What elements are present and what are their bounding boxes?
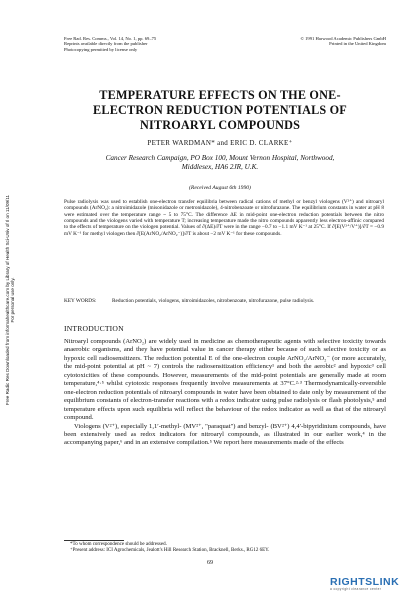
author-list: PETER WARDMAN* and ERIC D. CLARKE⁺ [147, 139, 293, 147]
rightslink-logo [330, 577, 402, 591]
download-watermark [5, 195, 15, 405]
copyright-notice [246, 36, 386, 47]
photocopy-note: Photocopying permitted by license only [64, 46, 138, 52]
download-watermark-line1: Free Radic Res Downloaded from informahealthcare.com by Library of Health Sci-Univ of Il on 11/09/11 [5, 194, 10, 406]
rightslink-wordmark [330, 577, 402, 587]
introduction-paragraph-2: Viologens (V²⁺), especially 1,1′-methyl- (MV²⁺, "paraquat") and benzyl- (BV²⁺) 4,4′-bipyridinium compounds, have been extensively used as redox indicators for nitroaryl compounds, as illustrated in our earlier work,⁴ in the accompanying paper,⁶ and in an extensive compilation.⁵ We report here measurements made of the effects [64, 422, 386, 447]
rightslink-wordmark-right: LINK [372, 576, 400, 588]
footnote-present-address: ⁺Present address: ICI Agrochemicals, Jealott's Hill Research Station, Bracknell, Berks., RG12 6EY. [70, 548, 270, 554]
journal-citation-line: Free Rad. Res. Comms., Vol. 14, No. 1, pp. 69–75 [64, 36, 157, 41]
footnote-correspondence: *To whom correspondence should be addressed. [70, 542, 167, 547]
footnotes [64, 542, 386, 554]
keywords-label: KEY WORDS: [64, 298, 97, 304]
paper-title [60, 88, 380, 132]
affiliation [70, 154, 370, 172]
received-date: (Received August 6th 1990) [189, 185, 251, 191]
abstract: Pulse radiolysis was used to establish one-electron transfer equilibria between radical cations of methyl or benzyl viologens (V²⁺) and nitroaryl compounds (ArNO₂): a nitroimidazole (misonidazole or metronidazole), 4-nitrobenzoate or nitrofurazone. The equilibrium constants in water at pH 8 were estimated over the temperature range ~ 5 to 75°C. The difference ΔE in mid-point one-electron reduction potentials between the nitro compounds and the viologens varied with temperature T; increasing temperature made the nitro compounds apparently less electron-affinic compared to the effects of temperature on the viologen potential. Values of ∂(ΔE)/∂T were in the range −0.7 to −1.1 mV K⁻¹ at 25°C. If ∂[E(V²⁺/V⁺)]/∂T = −0.9 mV K⁻¹ for methyl viologen then ∂[E(ArNO₂/ArNO₂⁻)]/∂T is about −2 mV K⁻¹ for these compounds. [64, 199, 384, 237]
affiliation-line1: Cancer Research Campaign, PO Box 100, Mount Vernon Hospital, Northwood, [105, 154, 335, 162]
keywords [64, 298, 384, 304]
journal-citation [64, 36, 214, 52]
rightslink-wordmark-left: RIGHTS [330, 576, 373, 588]
section-heading-introduction: INTRODUCTION [64, 324, 124, 333]
introduction-body [64, 338, 386, 448]
paper-title-line3: NITROARYL COMPOUNDS [139, 117, 301, 132]
paper-title-line1: TEMPERATURE EFFECTS ON THE ONE- [99, 88, 341, 102]
copyright-line: © 1991 Harwood Academic Publishers GmbH [300, 36, 386, 41]
footnote-divider [64, 540, 124, 541]
reprints-note: Reprints available directly from the publisher [64, 41, 148, 47]
introduction-paragraph-1: Nitroaryl compounds (ArNO₂) are widely used in medicine as chemotherapeutic agents with selective toxicity towards anaerobic organisms, and they have potential value in cancer therapy either because of such selective toxicity or as hypoxic cell radiosensitizers. The reduction potential E of the one-electron couple ArNO₂/ArNO₂⁻ (or more accurately, the mid-point potential at pH ~ 7) controls the radiosensitization efficiency¹ and both the aerobic² and hypoxic³ cell cytotoxicities of these compounds. However, measurements of the mid-point potentials are generally made at room temperature,⁴·⁵ whilst cytotoxic responses frequently involve measurements at 37°C.²·³ Thermodynamically-reversible one-electron reduction potentials of nitroaryl compounds in water have been obtained to date only by measurement of the equilibrium constants of electron-transfer reactions with a redox indicator using pulse radiolysis or flash photolysis,⁵ and temperature effects upon such equilibria will reflect the behaviour of the redox indicator as well as that of the nitroaryl compound. [64, 338, 386, 422]
rightslink-tagline: a copyright clearance center [330, 587, 382, 591]
printed-in-line: Printed in the United Kingdom [329, 41, 386, 47]
affiliation-line2: Middlesex, HA6 2JR, U.K. [181, 163, 259, 171]
keywords-list: Reduction potentials, viologens, nitroimidazoles, nitrobenzoate, nitrofurazone, pulse radiolysis. [112, 298, 315, 304]
page-number: 69 [207, 560, 213, 566]
paper-title-line2: ELECTRON REDUCTION POTENTIALS OF [93, 102, 347, 117]
download-watermark-line2: For personal use only. [10, 277, 15, 323]
